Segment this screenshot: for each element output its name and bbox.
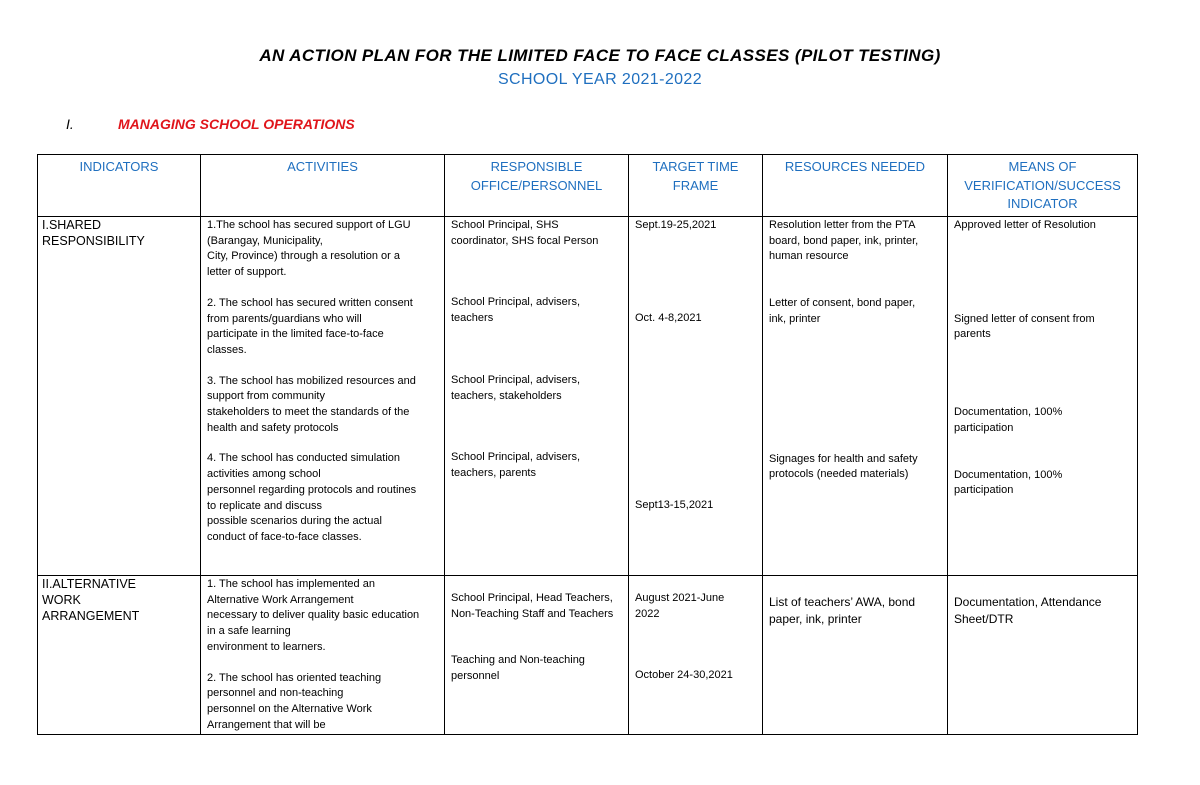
responsible-cell	[445, 576, 629, 735]
school-year-subtitle: SCHOOL YEAR 2021-2022	[497, 71, 703, 88]
table-header-row	[38, 155, 1138, 217]
activity-item: 2. The school has secured written consent from parents/guardians who will participate in the limited face-to-face classes.	[207, 296, 413, 356]
resources-cell	[763, 217, 948, 576]
responsible-item: School Principal, SHS coordinator, SHS focal Person	[451, 219, 599, 247]
timeframe-item: Sept13-15,2021	[635, 499, 714, 512]
activities-cell	[201, 217, 445, 576]
activity-item: 4. The school has conducted simulation activities among school personnel regarding protocols and routines to replicate and discuss possible scenarios during the actual conduct of face-to-face classes.	[207, 452, 417, 543]
action-plan-table	[37, 154, 1138, 735]
responsible-item: School Principal, Head Teachers, Non-Teaching Staff and Teachers	[451, 592, 614, 620]
responsible-item: Teaching and Non-teaching personnel	[451, 654, 585, 683]
document-title: AN ACTION PLAN FOR THE LIMITED FACE TO FACE CLASSES (PILOT TESTING)	[259, 46, 941, 65]
verification-item: Signed letter of consent from parents	[954, 312, 1095, 341]
activity-item: 1.The school has secured support of LGU (Barangay, Municipality, City, Province) through a resolution or a letter of support.	[207, 219, 411, 279]
verification-item: Approved letter of Resolution	[954, 219, 1096, 231]
indicator-cell	[38, 217, 201, 576]
resources-item: Signages for health and safety protocols (needed materials)	[769, 452, 918, 481]
resources-item: List of teachers’ AWA, bond paper, ink, printer	[769, 595, 916, 626]
resources-item: Resolution letter from the PTA board, bond paper, ink, printer, human resource	[769, 219, 919, 263]
responsible-item: School Principal, advisers, teachers, stakeholders	[451, 373, 581, 402]
resources-item: Letter of consent, bond paper, ink, printer	[769, 297, 916, 325]
timeframe-item: October 24-30,2021	[635, 669, 733, 682]
timeframe-cell	[629, 217, 763, 576]
header-indicators: INDICATORS	[38, 155, 201, 217]
verification-item: Documentation, 100% participation	[954, 406, 1063, 434]
activity-item: 3. The school has mobilized resources and support from community stakeholders to meet the standards of the health and safety protocols	[207, 374, 416, 434]
table-row	[38, 576, 1138, 735]
timeframe-cell	[629, 576, 763, 735]
responsible-item: School Principal, advisers, teachers, parents	[451, 451, 581, 479]
header-resources: RESOURCES NEEDED	[763, 155, 948, 217]
header-responsible: RESPONSIBLE OFFICE/PERSONNEL	[445, 155, 629, 217]
verification-item: Documentation, 100% participation	[954, 468, 1063, 497]
header-verification: MEANS OF VERIFICATION/SUCCESS INDICATOR	[948, 155, 1138, 217]
section-heading	[66, 116, 355, 132]
header-activities: ACTIVITIES	[201, 155, 445, 217]
header-timeframe: TARGET TIME FRAME	[629, 155, 763, 217]
verification-cell	[948, 217, 1138, 576]
verification-item: Documentation, Attendance Sheet/DTR	[954, 595, 1102, 626]
indicator-cell	[38, 576, 201, 735]
timeframe-item: August 2021-June 2022	[635, 592, 725, 620]
table-row	[38, 217, 1138, 576]
activities-cell	[201, 576, 445, 735]
responsible-item: School Principal, advisers, teachers	[451, 296, 581, 325]
section-number: I.	[66, 116, 74, 132]
section-label: MANAGING SCHOOL OPERATIONS	[118, 116, 355, 132]
indicator-label: II.ALTERNATIVE WORK ARRANGEMENT	[42, 577, 140, 623]
timeframe-item: Oct. 4-8,2021	[635, 311, 702, 324]
responsible-cell	[445, 217, 629, 576]
indicator-label: I.SHARED RESPONSIBILITY	[42, 218, 145, 248]
activity-item: 1. The school has implemented an Alternative Work Arrangement necessary to deliver quality basic education in a safe learning environment to learners.	[207, 578, 420, 653]
resources-cell	[763, 576, 948, 735]
activity-item: 2. The school has oriented teaching personnel and non-teaching personnel on the Alternative Work Arrangement that will be	[207, 671, 382, 731]
timeframe-item: Sept.19-25,2021	[635, 219, 717, 231]
verification-cell	[948, 576, 1138, 735]
